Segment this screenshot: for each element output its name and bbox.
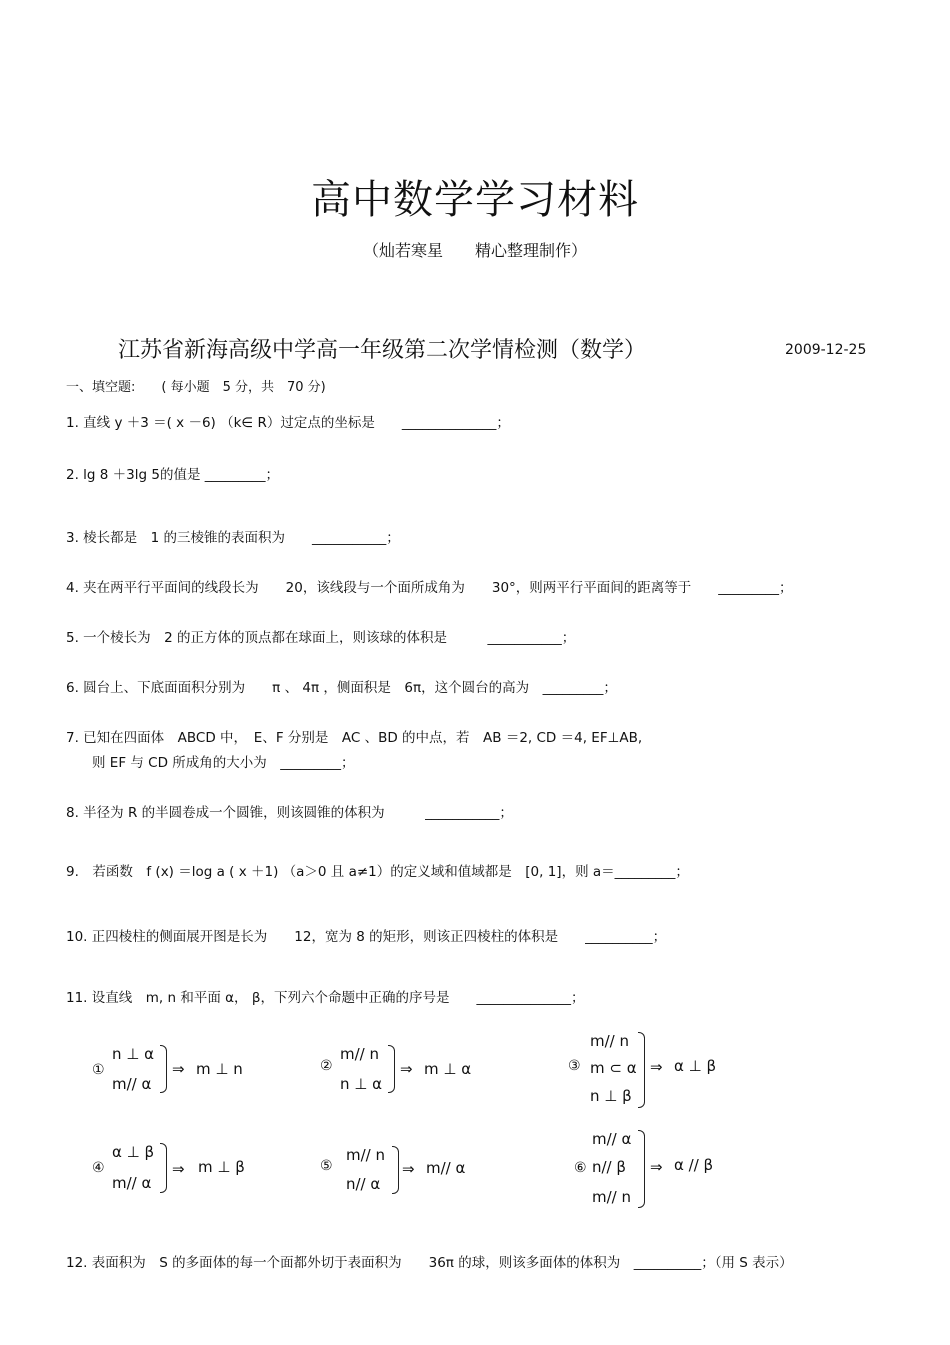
- conclusion: α // β: [674, 1156, 714, 1174]
- brace: [638, 1032, 645, 1108]
- question-1: 1. 直线 y ＋3 ＝( x －6) （k∈ R）过定点的坐标是 ______________；: [66, 415, 510, 431]
- question-7: 7. 已知在四面体 ABCD 中， E、F 分别是 AC 、BD 的中点，若 AB ＝2, CD ＝4, EF⊥AB,: [66, 730, 643, 746]
- question-5: 5. 一个棱长为 2 的正方体的顶点都在球面上，则该球的体积是 ___________；: [66, 630, 576, 646]
- implies-arrow: ⇒: [172, 1060, 185, 1078]
- implies-arrow: ⇒: [650, 1058, 663, 1076]
- conclusion: m ⊥ β: [198, 1158, 245, 1176]
- premise: n ⊥ α: [112, 1045, 154, 1063]
- premise: m// α: [112, 1075, 152, 1093]
- premise: n// β: [592, 1158, 626, 1176]
- implies-arrow: ⇒: [650, 1158, 663, 1176]
- premise: m// α: [112, 1174, 152, 1192]
- proposition-number: ⑥: [574, 1160, 587, 1176]
- premise: m// n: [592, 1188, 631, 1206]
- premise: m// n: [340, 1045, 379, 1063]
- brace: [638, 1130, 645, 1208]
- page-subtitle: （灿若寒星 精心整理制作）: [362, 241, 587, 260]
- question-10: 10. 正四棱柱的侧面展开图是长为 12，宽为 8 的矩形，则该正四棱柱的体积是 __________；: [66, 929, 667, 945]
- conclusion: m ⊥ n: [196, 1060, 243, 1078]
- premise: m// n: [346, 1146, 385, 1164]
- exam-title: 江苏省新海高级中学高一年级第二次学情检测（数学）: [118, 338, 647, 363]
- page-title: 高中数学学习材料: [311, 177, 639, 223]
- question-6: 6. 圆台上、下底面面积分别为 π 、 4π ，侧面积是 6π，这个圆台的高为 _________；: [66, 680, 617, 696]
- premise: n ⊥ β: [590, 1087, 632, 1105]
- question-7-cont: 则 EF 与 CD 所成角的大小为 _________；: [92, 755, 355, 771]
- question-12: 12. 表面积为 S 的多面体的每一个面都外切于表面积为 36π 的球，则该多面体的体积为 __________；（用 S 表示）: [66, 1255, 793, 1271]
- implies-arrow: ⇒: [400, 1060, 413, 1078]
- premise: m// α: [592, 1130, 632, 1148]
- question-3: 3. 棱长都是 1 的三棱锥的表面积为 ___________；: [66, 530, 400, 546]
- conclusion: m// α: [426, 1159, 466, 1177]
- brace: [160, 1045, 167, 1093]
- brace: [392, 1146, 399, 1194]
- premise: n ⊥ α: [340, 1075, 382, 1093]
- section-heading: 一、填空题: ( 每小题 5 分，共 70 分): [66, 380, 326, 395]
- question-2: 2. lg 8 ＋3lg 5的值是 _________；: [66, 467, 279, 483]
- proposition-number: ①: [92, 1062, 105, 1078]
- premise: α ⊥ β: [112, 1143, 155, 1161]
- question-11: 11. 设直线 m, n 和平面 α， β，下列六个命题中正确的序号是 ______________；: [66, 990, 585, 1006]
- implies-arrow: ⇒: [402, 1160, 415, 1178]
- proposition-number: ⑤: [320, 1158, 333, 1174]
- implies-arrow: ⇒: [172, 1160, 185, 1178]
- proposition-number: ②: [320, 1058, 333, 1074]
- proposition-number: ④: [92, 1160, 105, 1176]
- premise: n// α: [346, 1175, 381, 1193]
- brace: [160, 1143, 167, 1193]
- question-4: 4. 夹在两平行平面间的线段长为 20，该线段与一个面所成角为 30°，则两平行平面间的距离等于 _________；: [66, 580, 793, 596]
- premise: m ⊂ α: [590, 1059, 637, 1077]
- brace: [388, 1045, 395, 1093]
- exam-date: 2009-12-25: [785, 342, 867, 358]
- proposition-number: ③: [568, 1058, 581, 1074]
- conclusion: α ⊥ β: [674, 1057, 717, 1075]
- conclusion: m ⊥ α: [424, 1060, 472, 1078]
- question-8: 8. 半径为 R 的半圆卷成一个圆锥，则该圆锥的体积为 ___________；: [66, 805, 513, 821]
- premise: m// n: [590, 1032, 629, 1050]
- question-9: 9. 若函数 f (x) ＝log a ( x ＋1) （a＞0 且 a≠1）的定义域和值域都是 [0, 1]，则 a＝_________；: [66, 864, 689, 880]
